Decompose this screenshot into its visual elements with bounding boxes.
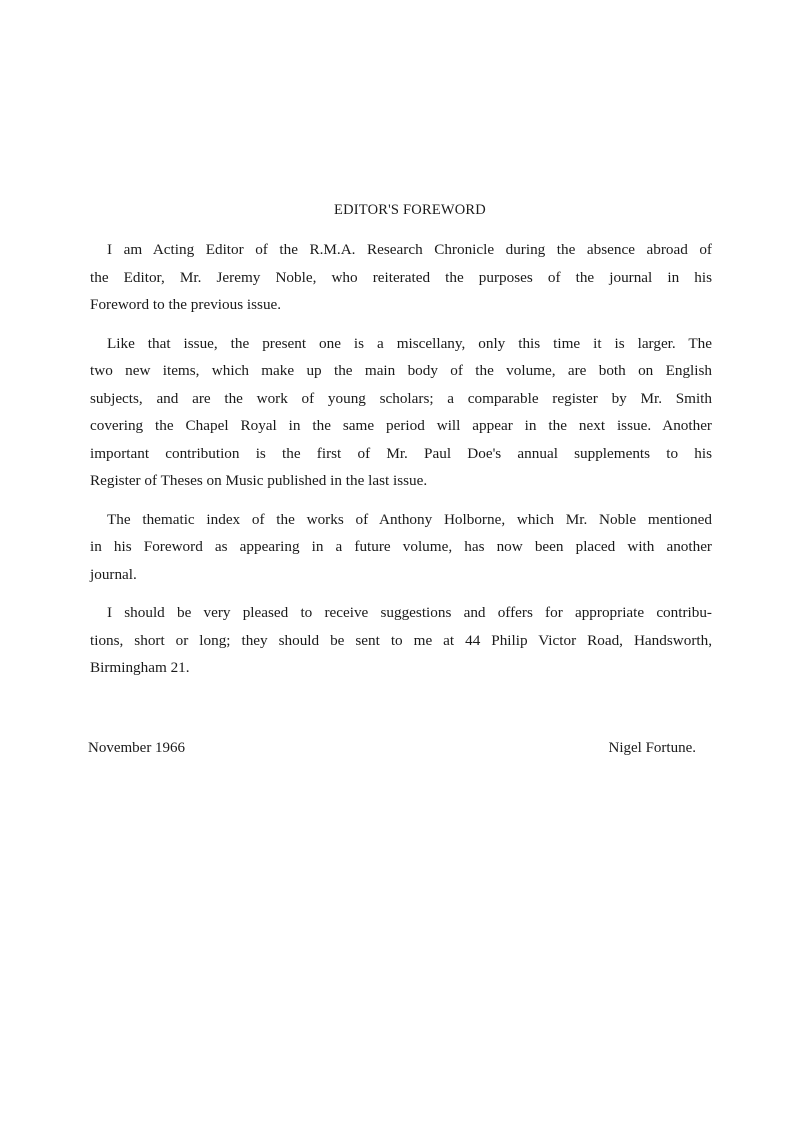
page-title: EDITOR'S FOREWORD (334, 202, 486, 218)
text-line: important contribution is the first of Mr. Paul Doe's annual supplements to his (90, 444, 712, 462)
text-line: Foreword to the previous issue. (90, 296, 282, 313)
text-line: tions, short or long; they should be sent to me at 44 Philip Victor Road, Handsworth, (90, 631, 712, 649)
text-line: Like that issue, the present one is a miscellany, only this time it is larger. The (107, 334, 712, 352)
text-line: two new items, which make up the main body of the volume, are both on English (90, 362, 712, 379)
text-line: in his Foreword as appearing in a future volume, has now been placed with another (90, 538, 712, 555)
foreword-body (90, 236, 712, 693)
signature-text: Nigel Fortune. (608, 740, 696, 756)
text-line: journal. (90, 565, 137, 583)
text-line: subjects, and are the work of young scholars; a comparable register by Mr. Smith (90, 389, 712, 407)
text-line: Birmingham 21. (90, 659, 190, 676)
text-line: Register of Theses on Music published in the last issue. (90, 472, 428, 489)
text-line: covering the Chapel Royal in the same period will appear in the next issue. Another (90, 417, 712, 434)
signature-row (88, 740, 696, 757)
text-line: The thematic index of the works of Anthony Holborne, which Mr. Noble mentioned (107, 510, 712, 528)
paragraph-3 (90, 506, 712, 589)
text-line: I am Acting Editor of the R.M.A. Research Chronicle during the absence abroad of (107, 241, 712, 258)
text-line: I should be very pleased to receive suggestions and offers for appropriate contribu- (107, 604, 712, 621)
paragraph-1 (90, 236, 712, 319)
paragraph-2 (90, 330, 712, 495)
date-text: November 1966 (88, 740, 186, 756)
text-line: the Editor, Mr. Jeremy Noble, who reiterated the purposes of the journal in his (90, 268, 712, 286)
paragraph-4 (90, 599, 712, 682)
